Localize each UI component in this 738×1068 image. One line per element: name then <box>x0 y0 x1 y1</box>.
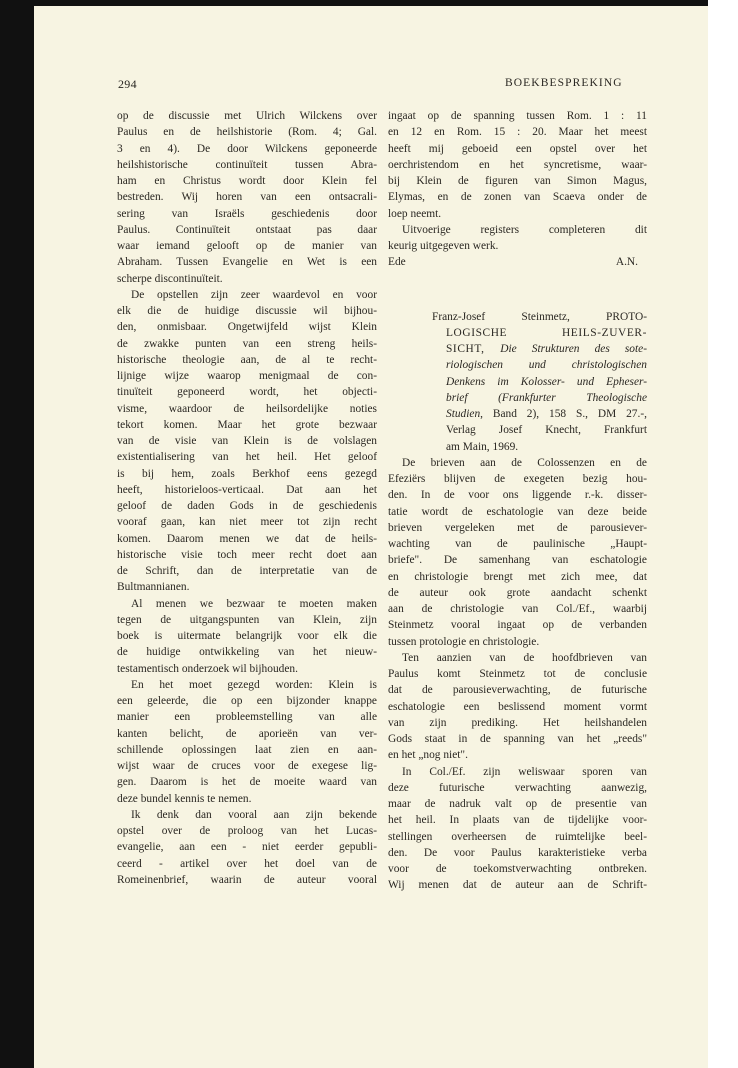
scan-border-top <box>0 0 738 6</box>
text-line: brieven vergeleken met de parousiever- <box>388 521 647 534</box>
text-line: historische visie toch meer recht doet aan <box>117 548 377 561</box>
text-line: keurig uitgegeven werk. <box>388 240 499 252</box>
text-line: De brieven aan de Colossenzen en de <box>402 456 647 469</box>
text-line: manier een probleemstelling van alle <box>117 711 377 724</box>
text-line: Paulus. Continuïteit ontstaat pas daar <box>117 223 377 236</box>
text-line: is bij hem, zoals Berkhof eens gezegd <box>117 467 377 480</box>
text-line: bestreden. Wij horen van een ontsacrali- <box>117 191 377 204</box>
signature-initials: A.N. <box>615 256 638 269</box>
text-line: heilshistorische continuïteit tussen Abra- <box>117 158 377 171</box>
text-line: Bultmannianen. <box>117 581 190 594</box>
text-line: eschatologie een beslissend moment vormt <box>388 700 647 713</box>
text-line: het heil. In plaats van de tijdelijke voor- <box>388 814 647 827</box>
text-line: elk die de huidige discussie wil bijhou- <box>117 305 377 317</box>
text-line: historische theologie aan, de al te recht- <box>117 353 377 366</box>
text-line: wijst waar de cruces voor de exegese lig- <box>117 760 377 772</box>
text-line: van de visie van Klein is de volslagen <box>117 435 377 447</box>
page-number: 294 <box>118 77 137 91</box>
text-line: lijnige wijze waarop menigmaal de con- <box>117 370 377 382</box>
signature-place: Ede <box>388 256 406 269</box>
text-line: gen. Daarom is het de moeite waard van <box>117 776 377 789</box>
text-line: en het „nog niet". <box>388 749 468 762</box>
text-line: boek is uitermate belangrijk voor elk die <box>117 630 377 642</box>
reference-line: Denkens im Kolosser- und Epheser- <box>446 375 647 388</box>
text-line: den. In de voor ons liggende r.-k. disser- <box>388 489 647 502</box>
text-line: opstel over de proloog van het Lucas- <box>117 825 377 837</box>
text-line: dat de parousieverwachting, de futurische <box>388 684 647 697</box>
text-line: heeft mij geboeid een opstel over het <box>388 142 647 155</box>
reference-line: Franz-Josef Steinmetz, PROTO- <box>432 310 647 323</box>
text-line: tatie wordt de eschatologie van deze beide <box>388 505 647 518</box>
reference-line: Verlag Josef Knecht, Frankfurt <box>446 424 647 437</box>
reference-series: Studien <box>446 408 481 420</box>
text-line: tegen de uitgangspunten van Klein, zijn <box>117 613 377 626</box>
scan-border-right <box>708 0 738 1068</box>
text-line: 3 en 4). De door Wilckens geponeerde <box>117 142 377 155</box>
text-line: de huidige ontwikkeling van het nieuw- <box>117 646 377 659</box>
text-line: evangelie, aan een - niet eerder gepubli- <box>117 841 377 854</box>
text-line: sering van Israëls geschiedenis door <box>117 207 377 220</box>
text-line: ham en Christus wordt door Klein fel <box>117 175 377 187</box>
text-line: Efeziërs blijven de exegeten bezig hou- <box>388 473 647 485</box>
text-line: Ik denk dan vooral aan zijn bekende <box>131 808 377 821</box>
text-line: Wij menen dat de auteur aan de Schrift- <box>388 879 647 892</box>
scan-border-left <box>0 0 34 1068</box>
text-line: van zijn prediking. Het heilshandelen <box>388 716 647 729</box>
text-line: een geleerde, die op een bijzonder knappe <box>117 695 377 707</box>
text-line: de zwakke punten van een streng heils- <box>117 337 377 350</box>
text-line: deze futurische verwachting aanwezig, <box>388 781 647 794</box>
reference-line: am Main, 1969. <box>446 440 519 453</box>
text-line: Abraham. Tussen Evangelie en Wet is een <box>117 256 377 269</box>
text-line: ingaat op de spanning tussen Rom. 1 : 11 <box>388 110 647 122</box>
text-line: heeft, historieloos-verticaal. Dat aan het <box>117 483 377 496</box>
text-line: visme, waardoor de heilsordelijke noties <box>117 402 377 415</box>
text-line: de Schrift, dan de interpretatie van de <box>117 565 377 577</box>
reference-line: LOGISCHE HEILS-ZUVER- <box>446 326 647 339</box>
text-line: loep neemt. <box>388 207 442 220</box>
text-line: Paulus en de heilshistorie (Rom. 4; Gal. <box>117 126 377 139</box>
text-line: Ten aanzien van de hoofdbrieven van <box>402 651 647 664</box>
text-line: vooraf gaan, kan niet meer tot zijn recht <box>117 516 377 529</box>
text-line: kanten belicht, de aporieën van ver- <box>117 727 377 740</box>
text-line: tinuïteit geponeerd wordt, het objecti- <box>117 386 377 399</box>
running-head: BOEKBESPREKING <box>505 77 623 89</box>
text-line: waar iemand gelooft op de manier van <box>117 240 377 252</box>
text-line: tussen protologie en christologie. <box>388 635 540 648</box>
book-reference <box>388 309 647 455</box>
text-line: ceerd - artikel over het doel van de <box>117 857 377 870</box>
reference-details: , Band 2), 158 S., DM 27.-, <box>480 408 647 420</box>
left-column <box>117 108 377 888</box>
text-line: komen. Daarom menen we dat de heils- <box>117 532 377 545</box>
reference-title-tail: SICHT, <box>446 343 501 355</box>
text-line: voor de toekomstverwachting ontbreken. <box>388 863 647 875</box>
text-line: tekort komen. Maar het grote bezwaar <box>117 418 377 431</box>
text-line: Al menen we bezwaar te moeten maken <box>131 597 377 610</box>
text-line: en christologie brengt met zich mee, dat <box>388 570 647 583</box>
text-line: deze bundel kennis te nemen. <box>117 792 252 805</box>
reference-line: riologischen und christologischen <box>446 359 647 372</box>
text-line: bij Klein de figuren van Simon Magus, <box>388 175 647 187</box>
text-line: testamentisch onderzoek wil bijhouden. <box>117 662 298 675</box>
text-line: oerchristendom en het syncretisme, waar- <box>388 158 647 171</box>
text-line: De opstellen zijn zeer waardevol en voor <box>131 288 377 301</box>
text-line: Uitvoerige registers completeren dit <box>402 223 647 236</box>
text-line: en 12 en Rom. 15 : 20. Maar het meest <box>388 126 647 139</box>
text-line: briefe". De samenhang van eschatologie <box>388 554 647 567</box>
text-line: schillende oplossingen laat zien en aan- <box>117 743 377 756</box>
text-line: En het moet gezegd worden: Klein is <box>131 678 377 691</box>
reference-line: brief (Frankfurter Theologische <box>446 391 647 404</box>
text-line: wachting van de paulinische „Haupt- <box>388 538 647 550</box>
text-line: geloof de daden Gods in de geschiedenis <box>117 500 377 512</box>
text-line: de auteur ook grote aandacht schenkt <box>388 586 647 599</box>
text-line: den. De voor Paulus karakteristieke verba <box>388 846 647 859</box>
text-line: maar de nadruk valt op de presentie van <box>388 798 647 810</box>
text-line: In Col./Ef. zijn weliswaar sporen van <box>402 765 647 778</box>
text-line: den, onmisbaar. Ongetwijfeld wijst Klein <box>117 321 377 334</box>
right-column <box>388 108 647 894</box>
text-line: Romeinenbrief, waarin de auteur vooral <box>117 873 377 886</box>
text-line: stellingen overheersen de ruimtelijke beel- <box>388 830 647 843</box>
text-line: Paulus komt Steinmetz tot de conclusie <box>388 668 647 680</box>
reference-line <box>432 406 647 422</box>
signature-line <box>388 254 647 270</box>
text-line: aan de christologie van Col./Ef., waarbij <box>388 603 647 615</box>
text-line: Gods staat in de spanning van het „reeds" <box>388 733 647 745</box>
reference-subtitle: Die Strukturen des sote- <box>500 343 647 355</box>
text-line: Steinmetz vooral ingaat op de verbanden <box>388 619 647 632</box>
text-line: existentialisering van het heil. Het geloof <box>117 451 377 464</box>
text-line: Elymas, en de zonen van Scaeva onder de <box>388 191 647 204</box>
reference-line <box>432 341 647 357</box>
text-line: op de discussie met Ulrich Wilckens over <box>117 110 377 122</box>
text-line: scherpe discontinuïteit. <box>117 272 223 285</box>
